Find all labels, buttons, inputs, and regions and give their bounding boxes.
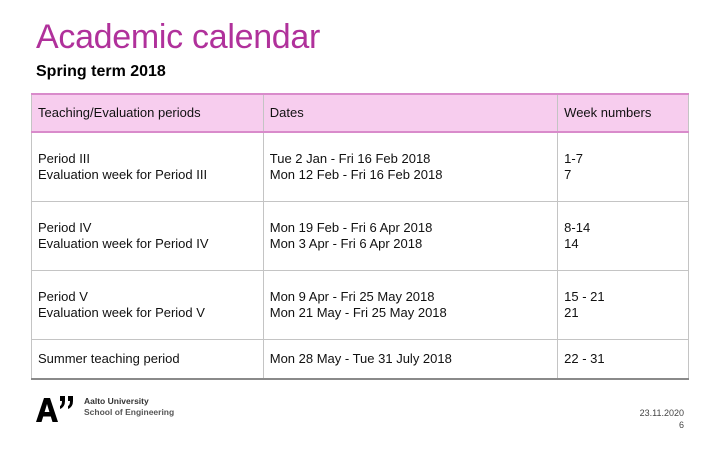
evaluation-week: Evaluation week for Period III bbox=[38, 167, 208, 182]
period-weeks: 1-7 bbox=[564, 151, 583, 166]
weeks-cell: 22 - 31 bbox=[558, 340, 689, 380]
aalto-logo bbox=[36, 393, 196, 425]
table-row bbox=[32, 202, 689, 271]
slide-footer bbox=[640, 407, 684, 431]
dates-cell: Mon 28 May - Tue 31 July 2018 bbox=[263, 340, 557, 380]
evaluation-weeks: 21 bbox=[564, 305, 579, 320]
dates-cell bbox=[263, 271, 557, 340]
period-cell: Summer teaching period bbox=[32, 340, 264, 380]
evaluation-dates: Mon 12 Feb - Fri 16 Feb 2018 bbox=[269, 167, 443, 182]
logo-school: School of Engineering bbox=[84, 407, 175, 417]
period-weeks: 15 - 21 bbox=[564, 289, 605, 304]
calendar-table bbox=[31, 93, 689, 380]
dates-cell bbox=[263, 202, 557, 271]
weeks-cell bbox=[558, 132, 689, 202]
evaluation-weeks: 7 bbox=[564, 167, 572, 182]
table-row bbox=[32, 340, 689, 380]
aalto-logo-icon bbox=[36, 393, 78, 423]
table-header-row bbox=[32, 94, 689, 132]
logo-university: Aalto University bbox=[84, 396, 149, 406]
evaluation-week: Evaluation week for Period V bbox=[38, 305, 205, 320]
evaluation-dates: Mon 21 May - Fri 25 May 2018 bbox=[269, 305, 447, 320]
period-name: Period IV bbox=[38, 220, 92, 235]
table-row bbox=[32, 271, 689, 340]
evaluation-weeks: 14 bbox=[564, 236, 579, 251]
header-dates: Dates bbox=[263, 94, 557, 132]
period-weeks: 8-14 bbox=[564, 220, 591, 235]
period-name: Period V bbox=[38, 289, 88, 304]
dates-cell bbox=[263, 132, 557, 202]
evaluation-dates: Mon 3 Apr - Fri 6 Apr 2018 bbox=[269, 236, 423, 251]
period-cell bbox=[32, 271, 264, 340]
header-weeks: Week numbers bbox=[558, 94, 689, 132]
period-name: Period III bbox=[38, 151, 91, 166]
period-cell bbox=[32, 132, 264, 202]
page-title: Academic calendar bbox=[36, 18, 321, 56]
header-periods: Teaching/Evaluation periods bbox=[32, 94, 264, 132]
evaluation-week: Evaluation week for Period IV bbox=[38, 236, 209, 251]
footer-page-number: 6 bbox=[678, 420, 684, 430]
weeks-cell bbox=[558, 271, 689, 340]
weeks-cell bbox=[558, 202, 689, 271]
period-cell bbox=[32, 202, 264, 271]
table-row bbox=[32, 132, 689, 202]
page-subtitle: Spring term 2018 bbox=[36, 63, 166, 80]
logo-text bbox=[84, 396, 174, 418]
period-dates: Mon 19 Feb - Fri 6 Apr 2018 bbox=[269, 220, 433, 235]
period-dates: Tue 2 Jan - Fri 16 Feb 2018 bbox=[269, 151, 431, 166]
footer-date: 23.11.2020 bbox=[639, 408, 684, 418]
period-dates: Mon 9 Apr - Fri 25 May 2018 bbox=[269, 289, 435, 304]
